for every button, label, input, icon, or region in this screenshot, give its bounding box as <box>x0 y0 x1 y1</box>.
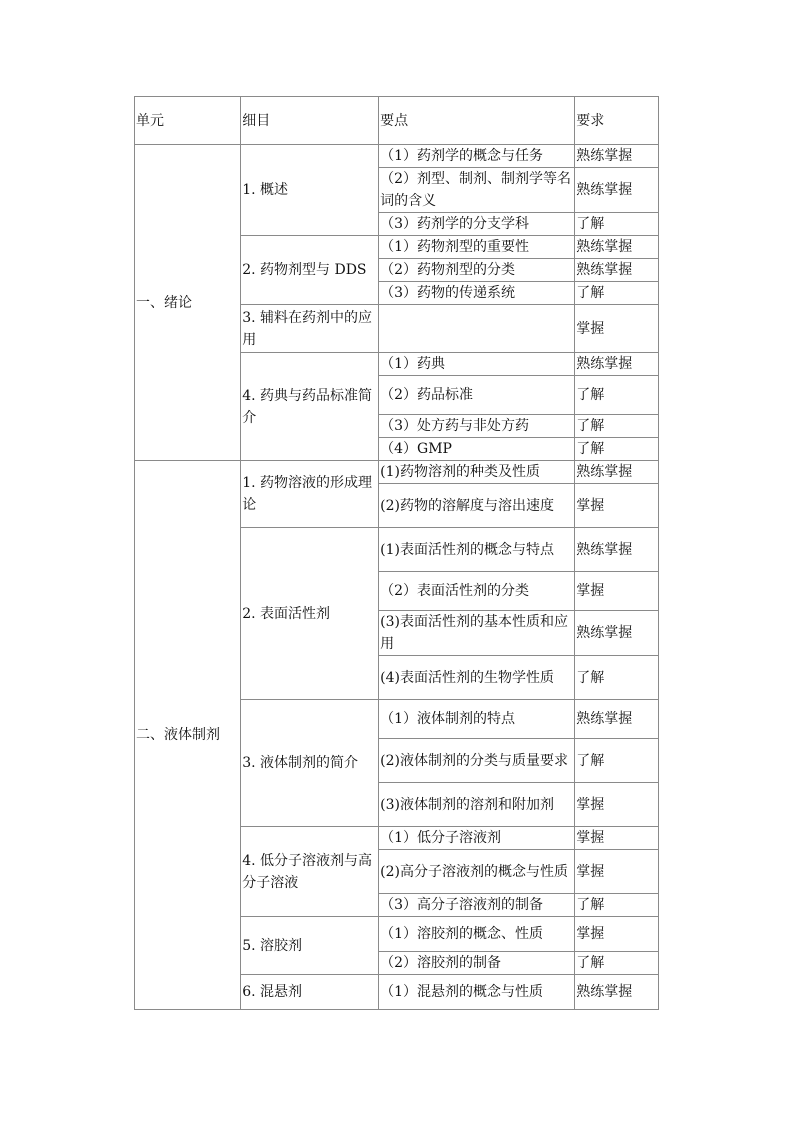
point-cell: (2)高分子溶液剂的概念与性质 <box>379 850 575 894</box>
header-unit: 单元 <box>135 97 241 145</box>
requirement-cell: 了解 <box>575 282 659 305</box>
requirement-cell: 掌握 <box>575 484 659 528</box>
point-cell: （2）剂型、制剂、制剂学等名词的含义 <box>379 168 575 213</box>
point-cell: （4）GMP <box>379 438 575 461</box>
syllabus-table-body <box>135 97 659 1010</box>
requirement-cell: 熟练掌握 <box>575 259 659 282</box>
point-cell: (3)液体制剂的溶剂和附加剂 <box>379 783 575 827</box>
requirement-cell: 了解 <box>575 213 659 236</box>
header-point: 要点 <box>379 97 575 145</box>
requirement-cell: 了解 <box>575 656 659 700</box>
item-cell: 2. 表面活性剂 <box>241 528 379 700</box>
point-cell: （1）低分子溶液剂 <box>379 827 575 850</box>
requirement-cell: 了解 <box>575 438 659 461</box>
point-cell: （1）药剂学的概念与任务 <box>379 145 575 168</box>
table-header-row <box>135 97 659 145</box>
requirement-cell: 了解 <box>575 739 659 783</box>
requirement-cell: 熟练掌握 <box>575 975 659 1010</box>
requirement-cell: 掌握 <box>575 827 659 850</box>
point-cell: （3）药物的传递系统 <box>379 282 575 305</box>
header-item: 细目 <box>241 97 379 145</box>
item-cell: 4. 低分子溶液剂与高分子溶液 <box>241 827 379 917</box>
point-cell: (4)表面活性剂的生物学性质 <box>379 656 575 700</box>
point-cell: （2）溶胶剂的制备 <box>379 952 575 975</box>
requirement-cell: 熟练掌握 <box>575 700 659 739</box>
item-cell: 3. 辅料在药剂中的应用 <box>241 305 379 353</box>
point-cell: （3）处方药与非处方药 <box>379 415 575 438</box>
point-cell: （1）溶胶剂的概念、性质 <box>379 917 575 952</box>
requirement-cell: 熟练掌握 <box>575 168 659 213</box>
requirement-cell: 了解 <box>575 415 659 438</box>
requirement-cell: 掌握 <box>575 783 659 827</box>
point-cell: （1）混悬剂的概念与性质 <box>379 975 575 1010</box>
point-cell: (2)液体制剂的分类与质量要求 <box>379 739 575 783</box>
point-cell: （1）药物剂型的重要性 <box>379 236 575 259</box>
item-cell: 1. 概述 <box>241 145 379 236</box>
item-cell: 5. 溶胶剂 <box>241 917 379 975</box>
item-cell: 6. 混悬剂 <box>241 975 379 1010</box>
point-cell: (2)药物的溶解度与溶出速度 <box>379 484 575 528</box>
requirement-cell: 了解 <box>575 952 659 975</box>
requirement-cell: 掌握 <box>575 917 659 952</box>
requirement-cell: 熟练掌握 <box>575 145 659 168</box>
unit-cell: 一、绪论 <box>135 145 241 461</box>
syllabus-table <box>134 96 659 1010</box>
point-cell: （3）药剂学的分支学科 <box>379 213 575 236</box>
requirement-cell: 熟练掌握 <box>575 611 659 656</box>
requirement-cell: 熟练掌握 <box>575 528 659 572</box>
item-cell: 2. 药物剂型与 DDS <box>241 236 379 305</box>
requirement-cell: 了解 <box>575 376 659 415</box>
requirement-cell: 熟练掌握 <box>575 236 659 259</box>
item-cell: 1. 药物溶液的形成理论 <box>241 461 379 528</box>
item-cell: 3. 液体制剂的简介 <box>241 700 379 827</box>
item-cell: 4. 药典与药品标准简介 <box>241 353 379 461</box>
point-cell: (3)表面活性剂的基本性质和应用 <box>379 611 575 656</box>
requirement-cell: 熟练掌握 <box>575 461 659 484</box>
table-row <box>135 145 659 168</box>
point-cell <box>379 305 575 353</box>
point-cell: (1)药物溶剂的种类及性质 <box>379 461 575 484</box>
unit-cell: 二、液体制剂 <box>135 461 241 1010</box>
point-cell: （2）表面活性剂的分类 <box>379 572 575 611</box>
table-row <box>135 461 659 484</box>
requirement-cell: 熟练掌握 <box>575 353 659 376</box>
point-cell: （3）高分子溶液剂的制备 <box>379 894 575 917</box>
point-cell: （2）药物剂型的分类 <box>379 259 575 282</box>
point-cell: （2）药品标准 <box>379 376 575 415</box>
requirement-cell: 掌握 <box>575 572 659 611</box>
point-cell: (1)表面活性剂的概念与特点 <box>379 528 575 572</box>
requirement-cell: 掌握 <box>575 850 659 894</box>
header-requirement: 要求 <box>575 97 659 145</box>
point-cell: （1）药典 <box>379 353 575 376</box>
requirement-cell: 了解 <box>575 894 659 917</box>
requirement-cell: 掌握 <box>575 305 659 353</box>
point-cell: （1）液体制剂的特点 <box>379 700 575 739</box>
